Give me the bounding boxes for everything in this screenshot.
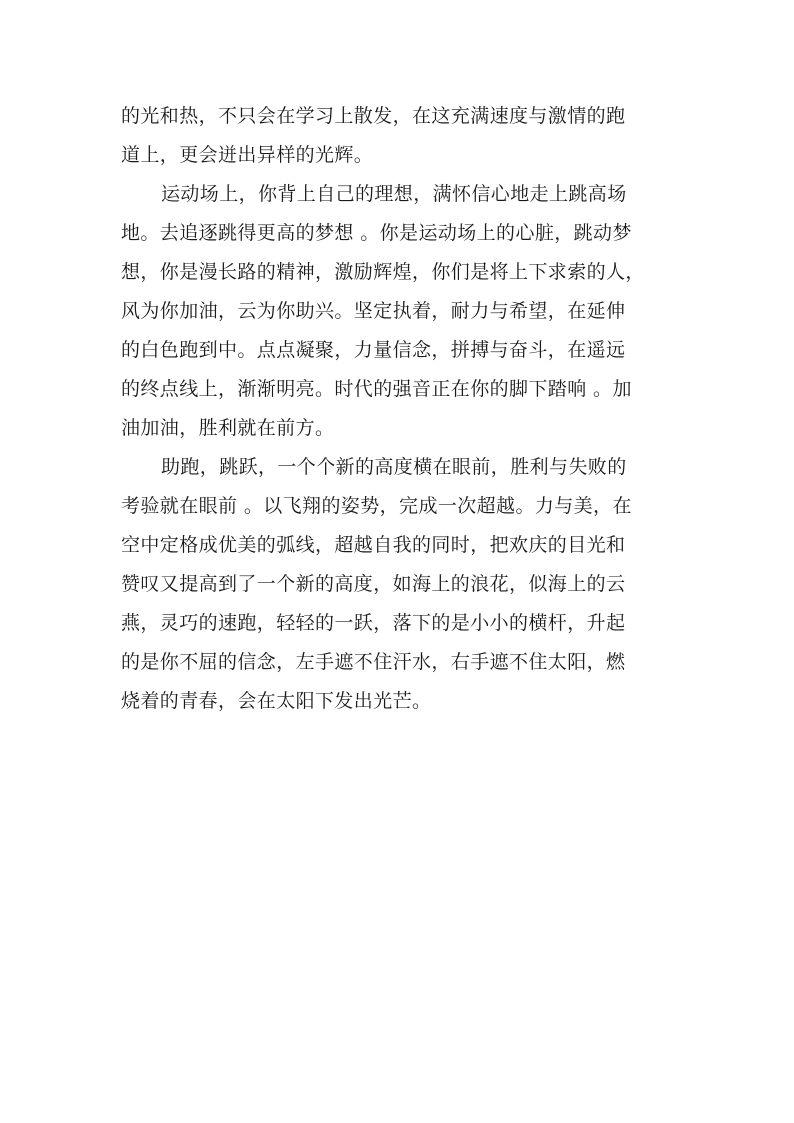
paragraph-start-line: 助跑，跳跃，一个个新的高度横在眼前，胜利与失败的 (161, 456, 627, 478)
text-line: 空中定格成优美的弧线，超越自我的同时，把欢庆的目光和 (121, 534, 626, 556)
text-line: 地。去追逐跳得更高的梦想 。你是运动场上的心脏，跳动梦 (121, 222, 632, 244)
body-text (121, 97, 681, 721)
text-line: 油加油，胜利就在前方。 (121, 417, 335, 439)
text-line: 的光和热，不只会在学习上散发，在这充满速度与激情的跑 (121, 105, 626, 127)
paragraph-start-line: 运动场上，你背上自己的理想，满怀信心地走上跳高场 (161, 183, 627, 205)
text-line: 赞叹又提高到了一个新的高度，如海上的浪花，似海上的云 (121, 573, 626, 595)
text-line: 道上，更会迸出异样的光辉。 (121, 144, 374, 166)
text-line: 的白色跑到中。点点凝聚，力量信念，拼搏与奋斗，在遥远 (121, 339, 626, 361)
text-line: 烧着的青春，会在太阳下发出光芒。 (121, 690, 432, 712)
text-line: 燕，灵巧的速跑，轻轻的一跃，落下的是小小的横杆，升起 (121, 612, 626, 634)
text-line: 考验就在眼前 。以飞翔的姿势，完成一次超越。力与美，在 (121, 495, 632, 517)
text-line: 的终点线上，渐渐明亮。时代的强音正在你的脚下踏响 。加 (121, 378, 632, 400)
text-line: 想，你是漫长路的精神，激励辉煌，你们是将上下求索的人， (121, 261, 645, 283)
text-line: 的是你不屈的信念，左手遮不住汗水，右手遮不住太阳，燃 (121, 651, 626, 673)
text-line: 风为你加油，云为你助兴。坚定执着，耐力与希望，在延伸 (121, 300, 626, 322)
